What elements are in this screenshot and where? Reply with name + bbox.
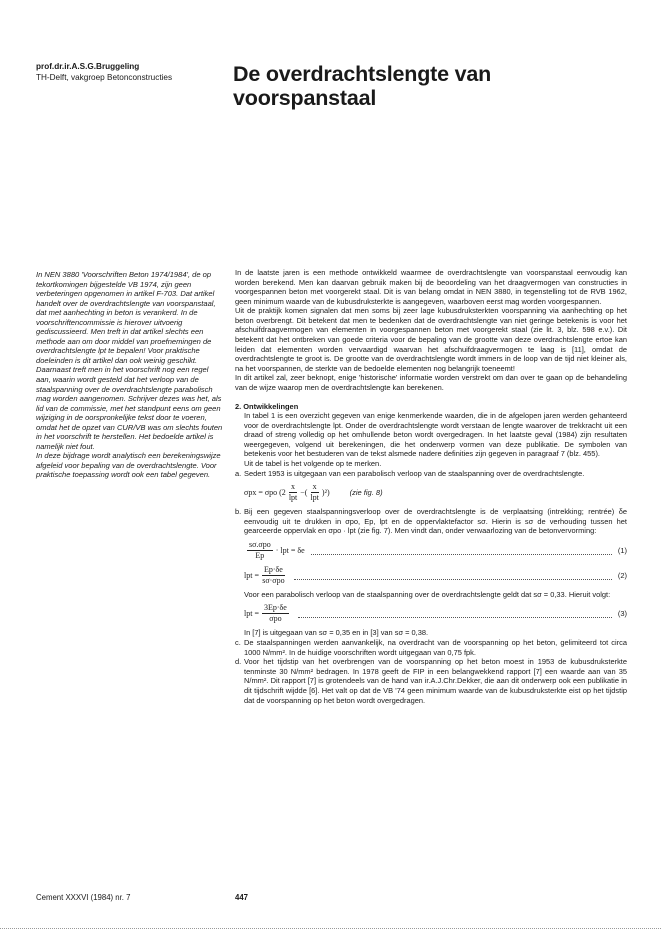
equation-number: (2) xyxy=(617,570,627,580)
fraction-denominator: Ep xyxy=(255,550,265,560)
fraction-denominator: sσ·σpo xyxy=(262,575,285,585)
intro-paragraph: In de laatste jaren is een methode ontwikkeld waarmee de overdrachtslengte van voorspanstaal eenvoudig kan worden berekend. Men kan daarvan gebruik maken bij de beoordeling van het draagvermogen van constructies in voorgespannen beton met voorgerekt staal. Dit is van belang omdat in NEN 3880, in tegenstelling tot de RVB 1962, geen minimum waarde van de kubusdruksterkte is aangegeven, waarboven eerst mag worden voorgespannen. xyxy=(235,268,627,306)
author-affiliation: TH-Delft, vakgroep Betonconstructies xyxy=(36,72,173,82)
intro-paragraph: Uit de praktijk komen signalen dat men soms bij zeer lage kubusdruksterkten voorspanning via aanhechting op het beton overbrengt. Dit betekent dat men te bedenken dat de overdrachtslengte van niet geringe betekenis is voor het afschuifdraagvermogen van elementen in voorgespannen beton met voorgerekt staal (zie lit. 3, blz. 598 e.v.). Dit betekent dat het ontbreken van goede criteria voor de bepaling van de grootte van deze overdrachtslengte ertoe kan leiden dat elementen worden vervaardigd waarvan het afschuifdraagvermogen te laag is [11], omdat de overdrachtslengte te groot is. De grootte van de overdrachtslengte wordt immers in de loop van de tijd niet kleiner als, na het voorspannen, de sterkte van de bedoelde elementen nog belangrijk toeneemt! xyxy=(235,306,627,373)
list-item-b xyxy=(235,507,627,536)
main-text xyxy=(235,268,627,705)
list-item-c xyxy=(235,638,627,657)
fraction-numerator: sσ.σpo xyxy=(249,539,271,549)
equation-lhs: lpt = xyxy=(244,570,259,580)
abstract-paragraph: In NEN 3880 'Voorschriften Beton 1974/1984', de op tekortkomingen bijgestelde VB 1974, zijn geen verbeteringen opgenomen in artikel F-703. Dat artikel handelt over de overdrachtslengte van voorspanstaal, dat met aanhechting in beton is verankerd. In de voorschriftencommissie is hierover uitvoerig gediscussieerd. Men treft in dat artikel slechts een methode aan om door middel van proefnemingen de overdrachtslengte lpt te bepalen! Voor praktische doeleinden is dit artikel dan ook weinig geschikt. Daarnaast treft men in het voorschrift nog een regel aan, waarin wordt gesteld dat het verloop van de staalspanning over de overdrachtslengte parabolisch mag worden aangenomen. Schrijver dezes was het, als lid van de commissie, met het standpunt eens om geen wijziging in de oorspronkelijke tekst door te voeren, omdat het de opzet van CUR/VB was om slechts fouten in het voorschrift te herstellen. Het bedoelde artikel is namelijk niet fout. xyxy=(36,270,223,451)
abstract-paragraph: In deze bijdrage wordt analytisch een berekeningswijze afgeleid voor bepaling van de overdrachtslengte. Voor praktische toepassing wordt ook een tabel gegeven. xyxy=(36,451,221,480)
fraction-denominator: lpt xyxy=(310,493,319,503)
list-item-d xyxy=(235,657,627,705)
formula-minus: − xyxy=(300,487,305,497)
list-label: b. xyxy=(235,507,242,517)
equation-2 xyxy=(244,565,627,586)
equation-rest: · lpt = δe xyxy=(275,545,305,555)
dot-leader xyxy=(311,546,612,555)
formula-paren-close: )²) xyxy=(321,487,330,497)
intro-paragraph: In dit artikel zal, zeer beknopt, enige 'historische' informatie worden verstrekt om dan over te gaan op de behandeling van de wijze waarop men de overdrachtslengte kan berekenen. xyxy=(235,373,627,392)
formula-fraction xyxy=(247,540,273,561)
list-label: d. xyxy=(235,657,242,667)
formula-fraction xyxy=(262,565,285,586)
list-text: De staalspanningen werden aanvankelijk, na overdracht van de voorspanning op het beton, gelimiteerd tot circa 1000 N/mm². In de huidige voorschriften wordt uitgegaan van 0,75 fpk. xyxy=(244,638,627,657)
page-number: 447 xyxy=(235,893,249,902)
abstract xyxy=(36,270,224,480)
fraction-denominator: lpt xyxy=(288,493,298,503)
article-title: De overdrachtslengte van voorspanstaal xyxy=(233,62,492,110)
fraction-denominator: σpo xyxy=(269,614,282,624)
section-heading: 2. Ontwikkelingen xyxy=(235,401,299,411)
equation-1 xyxy=(244,540,627,561)
list-item-a xyxy=(235,469,627,479)
bottom-divider xyxy=(0,928,661,929)
dot-leader xyxy=(294,571,612,580)
equation-3 xyxy=(244,603,627,624)
list-text: Sedert 1953 is uitgegaan van een parabolisch verloop van de staalspanning over de overdrachtslengte. xyxy=(244,468,585,478)
author-block xyxy=(36,62,172,83)
journal-footer: Cement XXXVI (1984) nr. 7 xyxy=(36,893,131,902)
fraction-numerator: x xyxy=(312,482,317,492)
fraction-numerator: 3Ep·δe xyxy=(263,603,287,613)
section-paragraph: In tabel 1 is een overzicht gegeven van enige kenmerkende waarden, die in de afgelopen jaren werden gehanteerd voor de overdrachtslengte lpt. Onder de overdrachtslengte wordt verstaan de lengte waarover de trekkracht uit een draad of streng volledig op het omhullende beton wordt overgedragen. In het laatste geval (1984) zijn resultaten weergegeven, volgend uit berekeningen, die het onderwerp vormen van deze publikatie. De symbolen van betekenis voor het bestuderen van de tekst alsmede nadere definities zijn gegeven in paragraaf 7 (blz. 455). xyxy=(244,411,627,459)
dot-leader xyxy=(298,609,612,618)
formula-paren-open: ( xyxy=(304,487,308,497)
list-text: Bij een gegeven staalspanningsverloop over de overdrachtslengte is de verplaatsing (intrekking; rentrée) δe eenvoudig uit te drukken in σpo, Ep, lpt en de oppervlaktefactor sσ. Hierin is sσ de verhouding tussen het gearceerde oppervlak en σpo · lpt (zie fig. 7). Men vindt dan, onder verwaarlozing van de betonvervorming: xyxy=(244,507,627,536)
equation-number: (3) xyxy=(617,609,627,619)
figure-reference: (zie fig. 8) xyxy=(349,487,383,497)
list-label: a. xyxy=(235,468,242,478)
fraction-numerator: x xyxy=(291,482,296,492)
formula-parabola xyxy=(244,482,627,503)
fraction-numerator: Ep·δe xyxy=(263,564,283,574)
section-paragraph: Uit de tabel is het volgende op te merken. xyxy=(244,458,382,468)
formula-fraction xyxy=(262,603,289,624)
equation-number: (1) xyxy=(617,545,627,555)
list-label: c. xyxy=(235,638,241,648)
equation-lhs: lpt = xyxy=(244,609,259,619)
section-paragraph: Voor een parabolisch verloop van de staalspanning over de overdrachtslengte geldt dat sσ = 0,33. Hieruit volgt: xyxy=(244,589,611,599)
formula-lhs: σpx = σpo (2 xyxy=(244,487,286,497)
list-text: Voor het tijdstip van het overbrengen van de voorspanning op het beton moest in 1953 de kubusdruksterkte tenminste 30 N/mm² bedragen. In 1978 geeft de FIP in een belangwekkend rapport [7] een waarde aan van 35 N/mm². Dit rapport [7] is grotendeels van de hand van ir.A.J.Chr.Dekker, die aan dit onderwerp ook een publikatie in dit tijdschrift wijdde [6]. Het valt op dat de VB '74 geen minimum waarde van de kubusdruksterkte eist op het tijdstip dat de voorspanning op het beton wordt overgedragen. xyxy=(244,657,627,705)
author-name: prof.dr.ir.A.S.G.Bruggeling xyxy=(36,62,140,71)
formula-fraction xyxy=(310,482,318,503)
formula-fraction xyxy=(289,482,297,503)
section-paragraph: In [7] is uitgegaan van sσ = 0,35 en in [3] van sσ = 0,38. xyxy=(244,628,429,638)
